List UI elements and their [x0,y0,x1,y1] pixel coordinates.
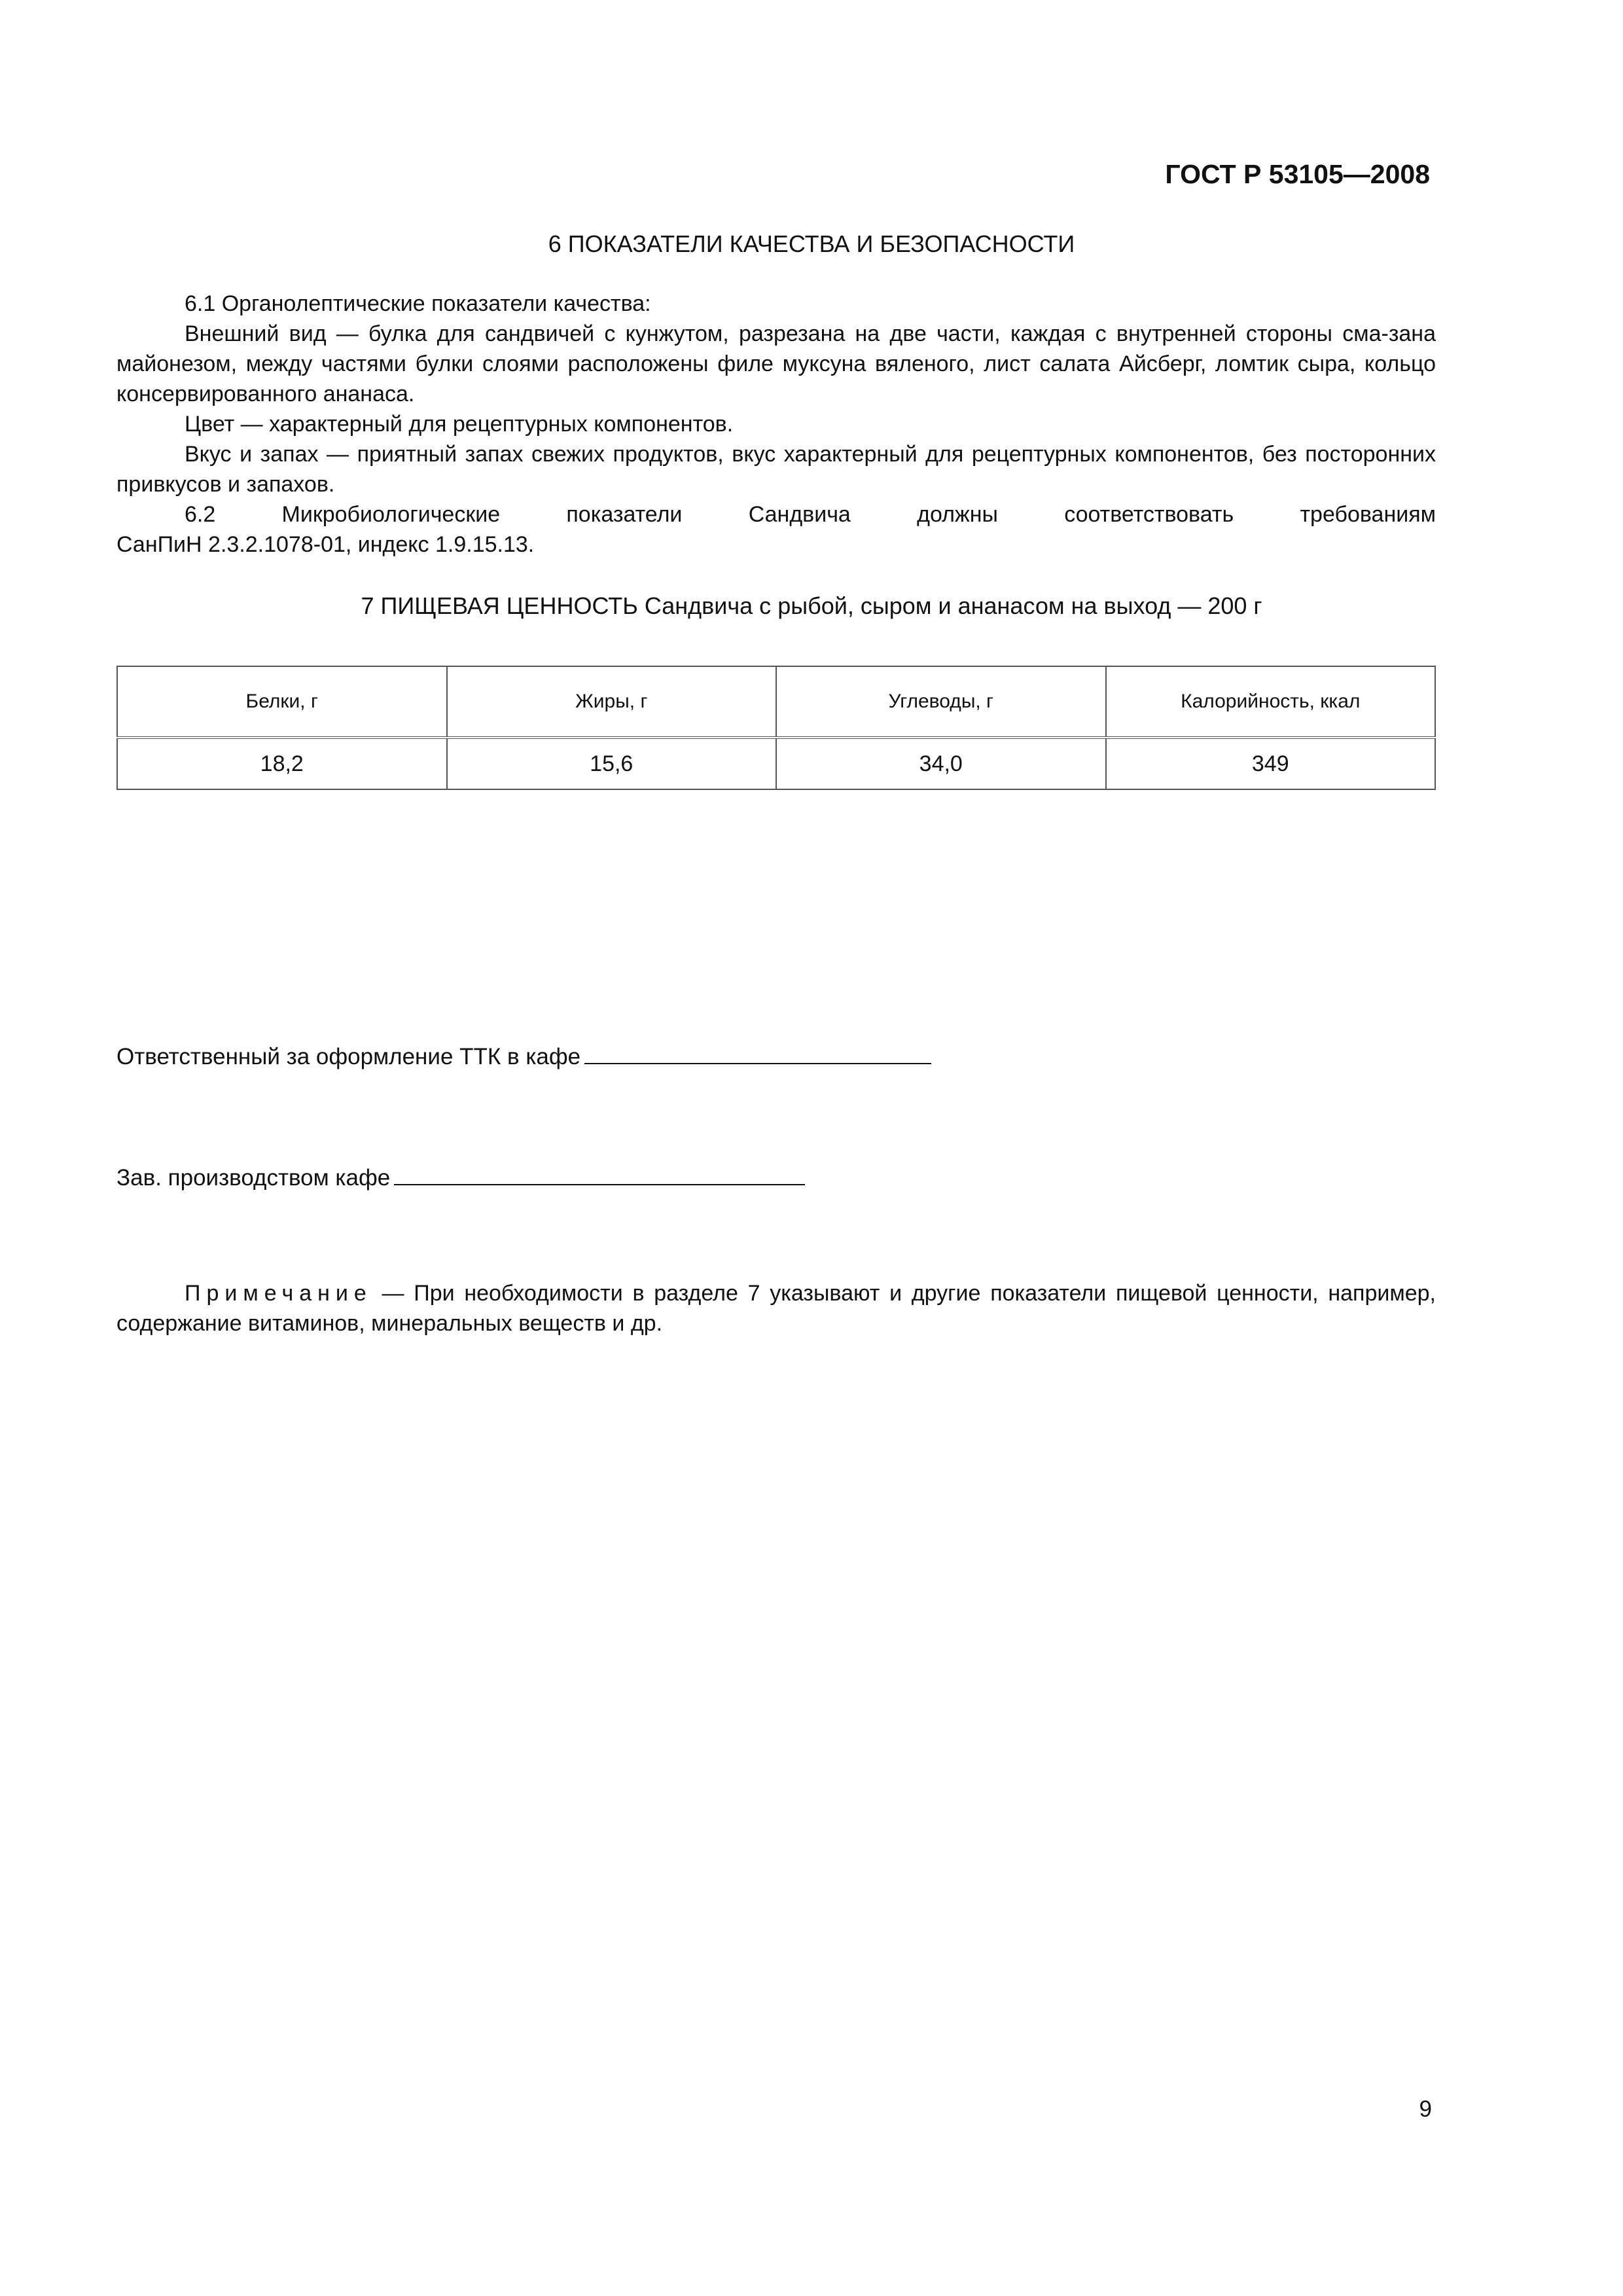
value-calories: 349 [1106,738,1436,789]
signature-production-head [116,1162,805,1191]
header-fat: Жиры, г [447,666,777,738]
page-number: 9 [1419,2096,1432,2122]
note-text: — При необходимости в разделе 7 указывают и другие показатели пищевой ценности, например, содержание витаминов, минеральных веществ и др. [116,1281,1436,1336]
signature-line[interactable] [394,1162,805,1185]
section-7-title: 7 ПИЩЕВАЯ ЦЕННОСТЬ Сандвича с рыбой, сыром и ананасом на выход — 200 г [361,592,1262,619]
paragraph-appearance: Внешний вид — булка для сандвичей с кунжутом, разрезана на две части, каждая с внутренней стороны сма-зана майонезом, между частями булки слоями расположены филе муксуна вяленого, лист салата Айсберг, ломтик сыра, кольцо консервированного ананаса. [116,321,1436,406]
section-6-title: 6 ПОКАЗАТЕЛИ КАЧЕСТВА И БЕЗОПАСНОСТИ [548,230,1075,257]
header-carbs: Углеводы, г [776,666,1106,738]
paragraph-6-2-line1: 6.2 Микробиологические показатели Сандвича должны соответствовать требованиям [185,502,1436,527]
document-standard-number: ГОСТ Р 53105—2008 [1165,159,1430,189]
signature-responsible [116,1041,931,1070]
value-protein: 18,2 [117,738,447,789]
header-protein: Белки, г [117,666,447,738]
signature-responsible-label: Ответственный за оформление ТТК в кафе [116,1044,581,1069]
nutrition-table [116,666,1436,790]
value-carbs: 34,0 [776,738,1106,789]
paragraph-6-1: 6.1 Органолептические показатели качества: [185,291,651,316]
signature-line[interactable] [584,1041,931,1064]
paragraph-taste-smell: Вкус и запах — приятный запах свежих продуктов, вкус характерный для рецептурных компонентов, без посторонних привкусов и запахов. [116,442,1436,497]
note-label: Примечание [185,1281,372,1306]
table-header-row [117,666,1435,738]
section-6-body [116,289,1436,560]
note-block [116,1278,1436,1338]
header-calories: Калорийность, ккал [1106,666,1436,738]
paragraph-6-2-line2: СанПиН 2.3.2.1078-01, индекс 1.9.15.13. [116,532,535,557]
table-row [117,738,1435,789]
value-fat: 15,6 [447,738,777,789]
note-paragraph [116,1278,1436,1338]
paragraph-color: Цвет — характерный для рецептурных компонентов. [185,412,734,437]
signature-production-head-label: Зав. производством кафе [116,1165,391,1191]
